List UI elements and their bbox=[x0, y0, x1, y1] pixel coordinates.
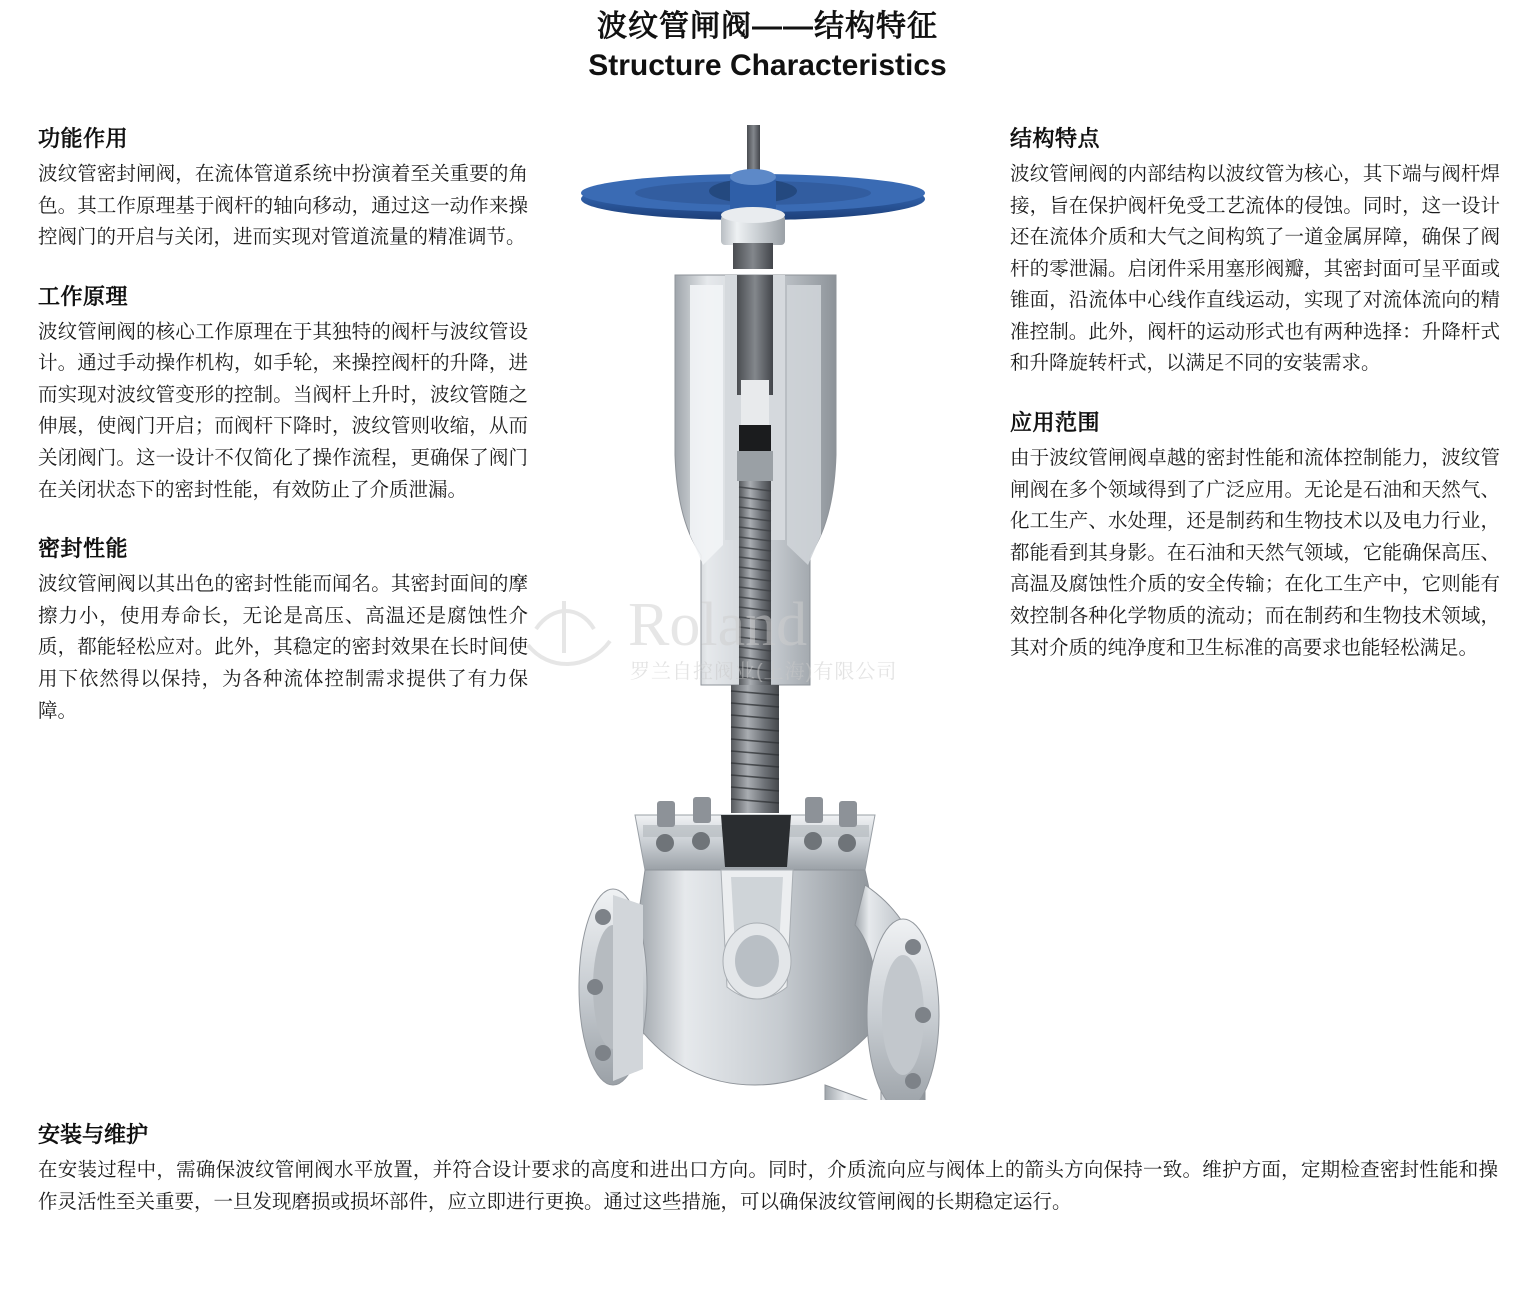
section-body: 波纹管闸阀的核心工作原理在于其独特的阀杆与波纹管设计。通过手动操作机构，如手轮，来操控阀杆的升降，进而实现对波纹管变形的控制。当阀杆上升时，波纹管随之伸展，使阀门开启；而阀杆下降时，波纹管则收缩，从而关闭阀门。这一设计不仅简化了操作流程，更确保了阀门在关闭状态下的密封性能，有效防止了介质泄漏。 bbox=[38, 320, 528, 501]
watermark-brand: Roland bbox=[628, 591, 808, 659]
section-body: 由于波纹管闸阀卓越的密封性能和流体控制能力，波纹管闸阀在多个领域得到了广泛应用。无论是石油和天然气、化工生产、水处理，还是制药和生物技术以及电力行业，都能看到其身影。在石油和天然气领域，它能确保高压、高温及腐蚀性介质的安全传输；在化工生产中，它则能有效控制各种化学物质的流动；而在制药和生物技术领域，其对介质的纯净度和卫生标准的高要求也能轻松满足。 bbox=[1010, 447, 1500, 659]
inlet-flange-icon bbox=[579, 889, 647, 1085]
valve-body-icon bbox=[637, 870, 877, 1085]
section-heading: 功能作用 bbox=[38, 126, 129, 151]
section-application-scope bbox=[1010, 406, 1500, 664]
section-sealing-performance bbox=[38, 532, 528, 727]
page-title-cn: 波纹管闸阀——结构特征 bbox=[597, 10, 938, 43]
section-heading: 工作原理 bbox=[38, 283, 129, 309]
section-heading: 安装与维护 bbox=[38, 1122, 149, 1147]
section-installation-maintenance bbox=[38, 1118, 1498, 1218]
valve-cutaway-icon bbox=[525, 125, 995, 1100]
left-column bbox=[38, 122, 528, 753]
section-body: 波纹管闸阀的内部结构以波纹管为核心，其下端与阀杆焊接，旨在保护阀杆免受工艺流体的侵蚀。同时，这一设计还在流体介质和大气之间构筑了一道金属屏障，确保了阀杆的零泄漏。启闭件采用塞形阀瓣，其密封面可呈平面或锥面，沿流体中心线作直线运动，实现了对流体流向的精准控制。此外，阀杆的运动形式也有两种选择：升降杆式和升降旋转杆式，以满足不同的安装需求。 bbox=[1010, 163, 1500, 375]
section-heading: 结构特点 bbox=[1010, 126, 1101, 151]
section-heading: 应用范围 bbox=[1010, 410, 1101, 436]
section-body: 波纹管闸阀以其出色的密封性能而闻名。其密封面间的摩擦力小，使用寿命长，无论是高压、高温还是腐蚀性介质，都能轻松应对。此外，其稳定的密封效果在长时间使用下依然得以保持，为各种流体控制需求提供了有力保障。 bbox=[38, 573, 528, 722]
section-structure-features bbox=[1010, 122, 1500, 380]
section-working-principle bbox=[38, 280, 528, 506]
valve-stem-icon bbox=[739, 481, 771, 691]
valve-illustration bbox=[525, 125, 995, 1100]
section-body: 在安装过程中，需确保波纹管闸阀水平放置，并符合设计要求的高度和进出口方向。同时，介质流向应与阀体上的箭头方向保持一致。维护方面，定期检查密封性能和操作灵活性至关重要，一旦发现磨损或损坏部件，应立即进行更换。通过这些措施，可以确保波纹管闸阀的长期稳定运行。 bbox=[38, 1159, 1498, 1213]
page-title-en: Structure Characteristics bbox=[588, 48, 947, 82]
watermark-company: 罗兰自控阀业(上海)有限公司 bbox=[630, 661, 898, 683]
section-heading: 密封性能 bbox=[38, 536, 129, 562]
bellows-icon bbox=[731, 685, 779, 813]
page-header bbox=[0, 0, 1535, 84]
right-column bbox=[1010, 122, 1500, 690]
section-body: 波纹管密封闸阀，在流体管道系统中扮演着至关重要的角色。其工作原理基于阀杆的轴向移动，通过这一动作来操控阀门的开启与关闭，进而实现对管道流量的精准调节。 bbox=[38, 163, 528, 249]
section-function bbox=[38, 122, 528, 254]
